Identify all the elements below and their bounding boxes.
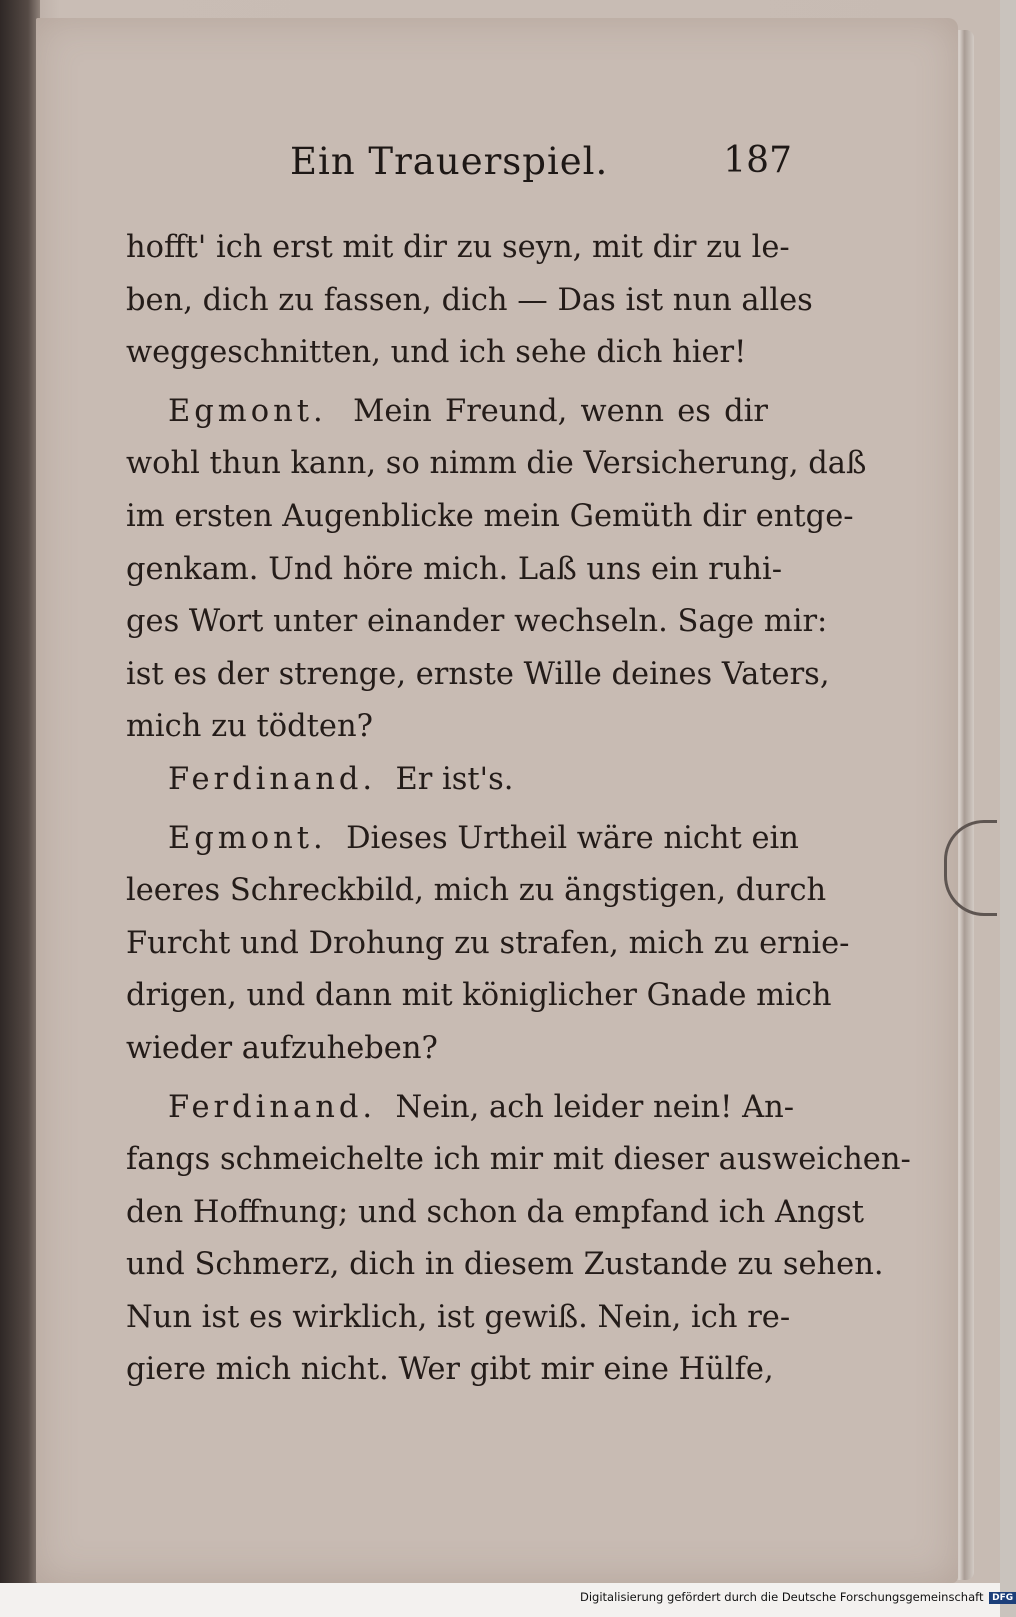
- speaker-name: Ferdinand.: [168, 1089, 377, 1125]
- text-line: ges Wort unter einander wechseln. Sage mir:: [126, 604, 828, 640]
- text-line: und Schmerz, dich in diesem Zustande zu sehen.: [126, 1247, 884, 1283]
- text-line: mich zu tödten?: [126, 709, 373, 745]
- speech-text: Er ist's.: [395, 761, 514, 797]
- text-body: [126, 222, 911, 1397]
- text-line: weggeschnitten, und ich sehe dich hier!: [126, 335, 747, 371]
- page-number: 187: [723, 140, 792, 181]
- text-line: drigen, und dann mit königlicher Gnade mich: [126, 978, 832, 1014]
- speech-text: Nein, ach leider nein! An-: [395, 1089, 795, 1125]
- dfg-logo: DFG: [989, 1592, 1016, 1604]
- text-line: [126, 754, 768, 807]
- credit-text: Digitalisierung gefördert durch die Deutsche Forschungsgemeinschaft: [580, 1590, 984, 1604]
- speaker-name: Egmont.: [168, 393, 327, 429]
- speaker-name: Ferdinand.: [168, 761, 377, 797]
- binding-edge: [0, 0, 40, 1617]
- text-line: [126, 386, 768, 439]
- text-line: hofft' ich erst mit dir zu seyn, mit dir zu le-: [126, 230, 790, 265]
- text-line: ben, dich zu fassen, dich — Das ist nun alles: [126, 282, 813, 318]
- text-line: fangs schmeichelte ich mir mit dieser ausweichen-: [126, 1142, 911, 1178]
- text-line: [126, 813, 799, 866]
- page-header: [120, 140, 792, 200]
- text-line: im ersten Augenblicke mein Gemüth dir entge-: [126, 498, 854, 534]
- text-line: Furcht und Drohung zu strafen, mich zu ernie-: [126, 925, 850, 961]
- text-line: wieder aufzuheben?: [126, 1030, 438, 1066]
- speech-text: Mein Freund, wenn es dir: [353, 393, 768, 429]
- text-line: wohl thun kann, so nimm die Versicherung, daß: [126, 446, 867, 482]
- text-line: giere mich nicht. Wer gibt mir eine Hülfe,: [126, 1352, 774, 1388]
- text-line: Nun ist es wirklich, ist gewiß. Nein, ich re-: [126, 1299, 791, 1335]
- running-head: Ein Trauerspiel.: [290, 140, 609, 183]
- speaker-name: Egmont.: [168, 820, 327, 856]
- speech-text: Dieses Urtheil wäre nicht ein: [346, 820, 799, 856]
- text-line: den Hoffnung; und schon da empfand ich Angst: [126, 1194, 865, 1230]
- text-line: genkam. Und höre mich. Laß uns ein ruhi-: [126, 551, 783, 587]
- text-line: [126, 1082, 795, 1135]
- text-line: leeres Schreckbild, mich zu ängstigen, durch: [126, 873, 827, 909]
- text-line: ist es der strenge, ernste Wille deines Vaters,: [126, 656, 830, 692]
- digitization-credit: [580, 1590, 1014, 1612]
